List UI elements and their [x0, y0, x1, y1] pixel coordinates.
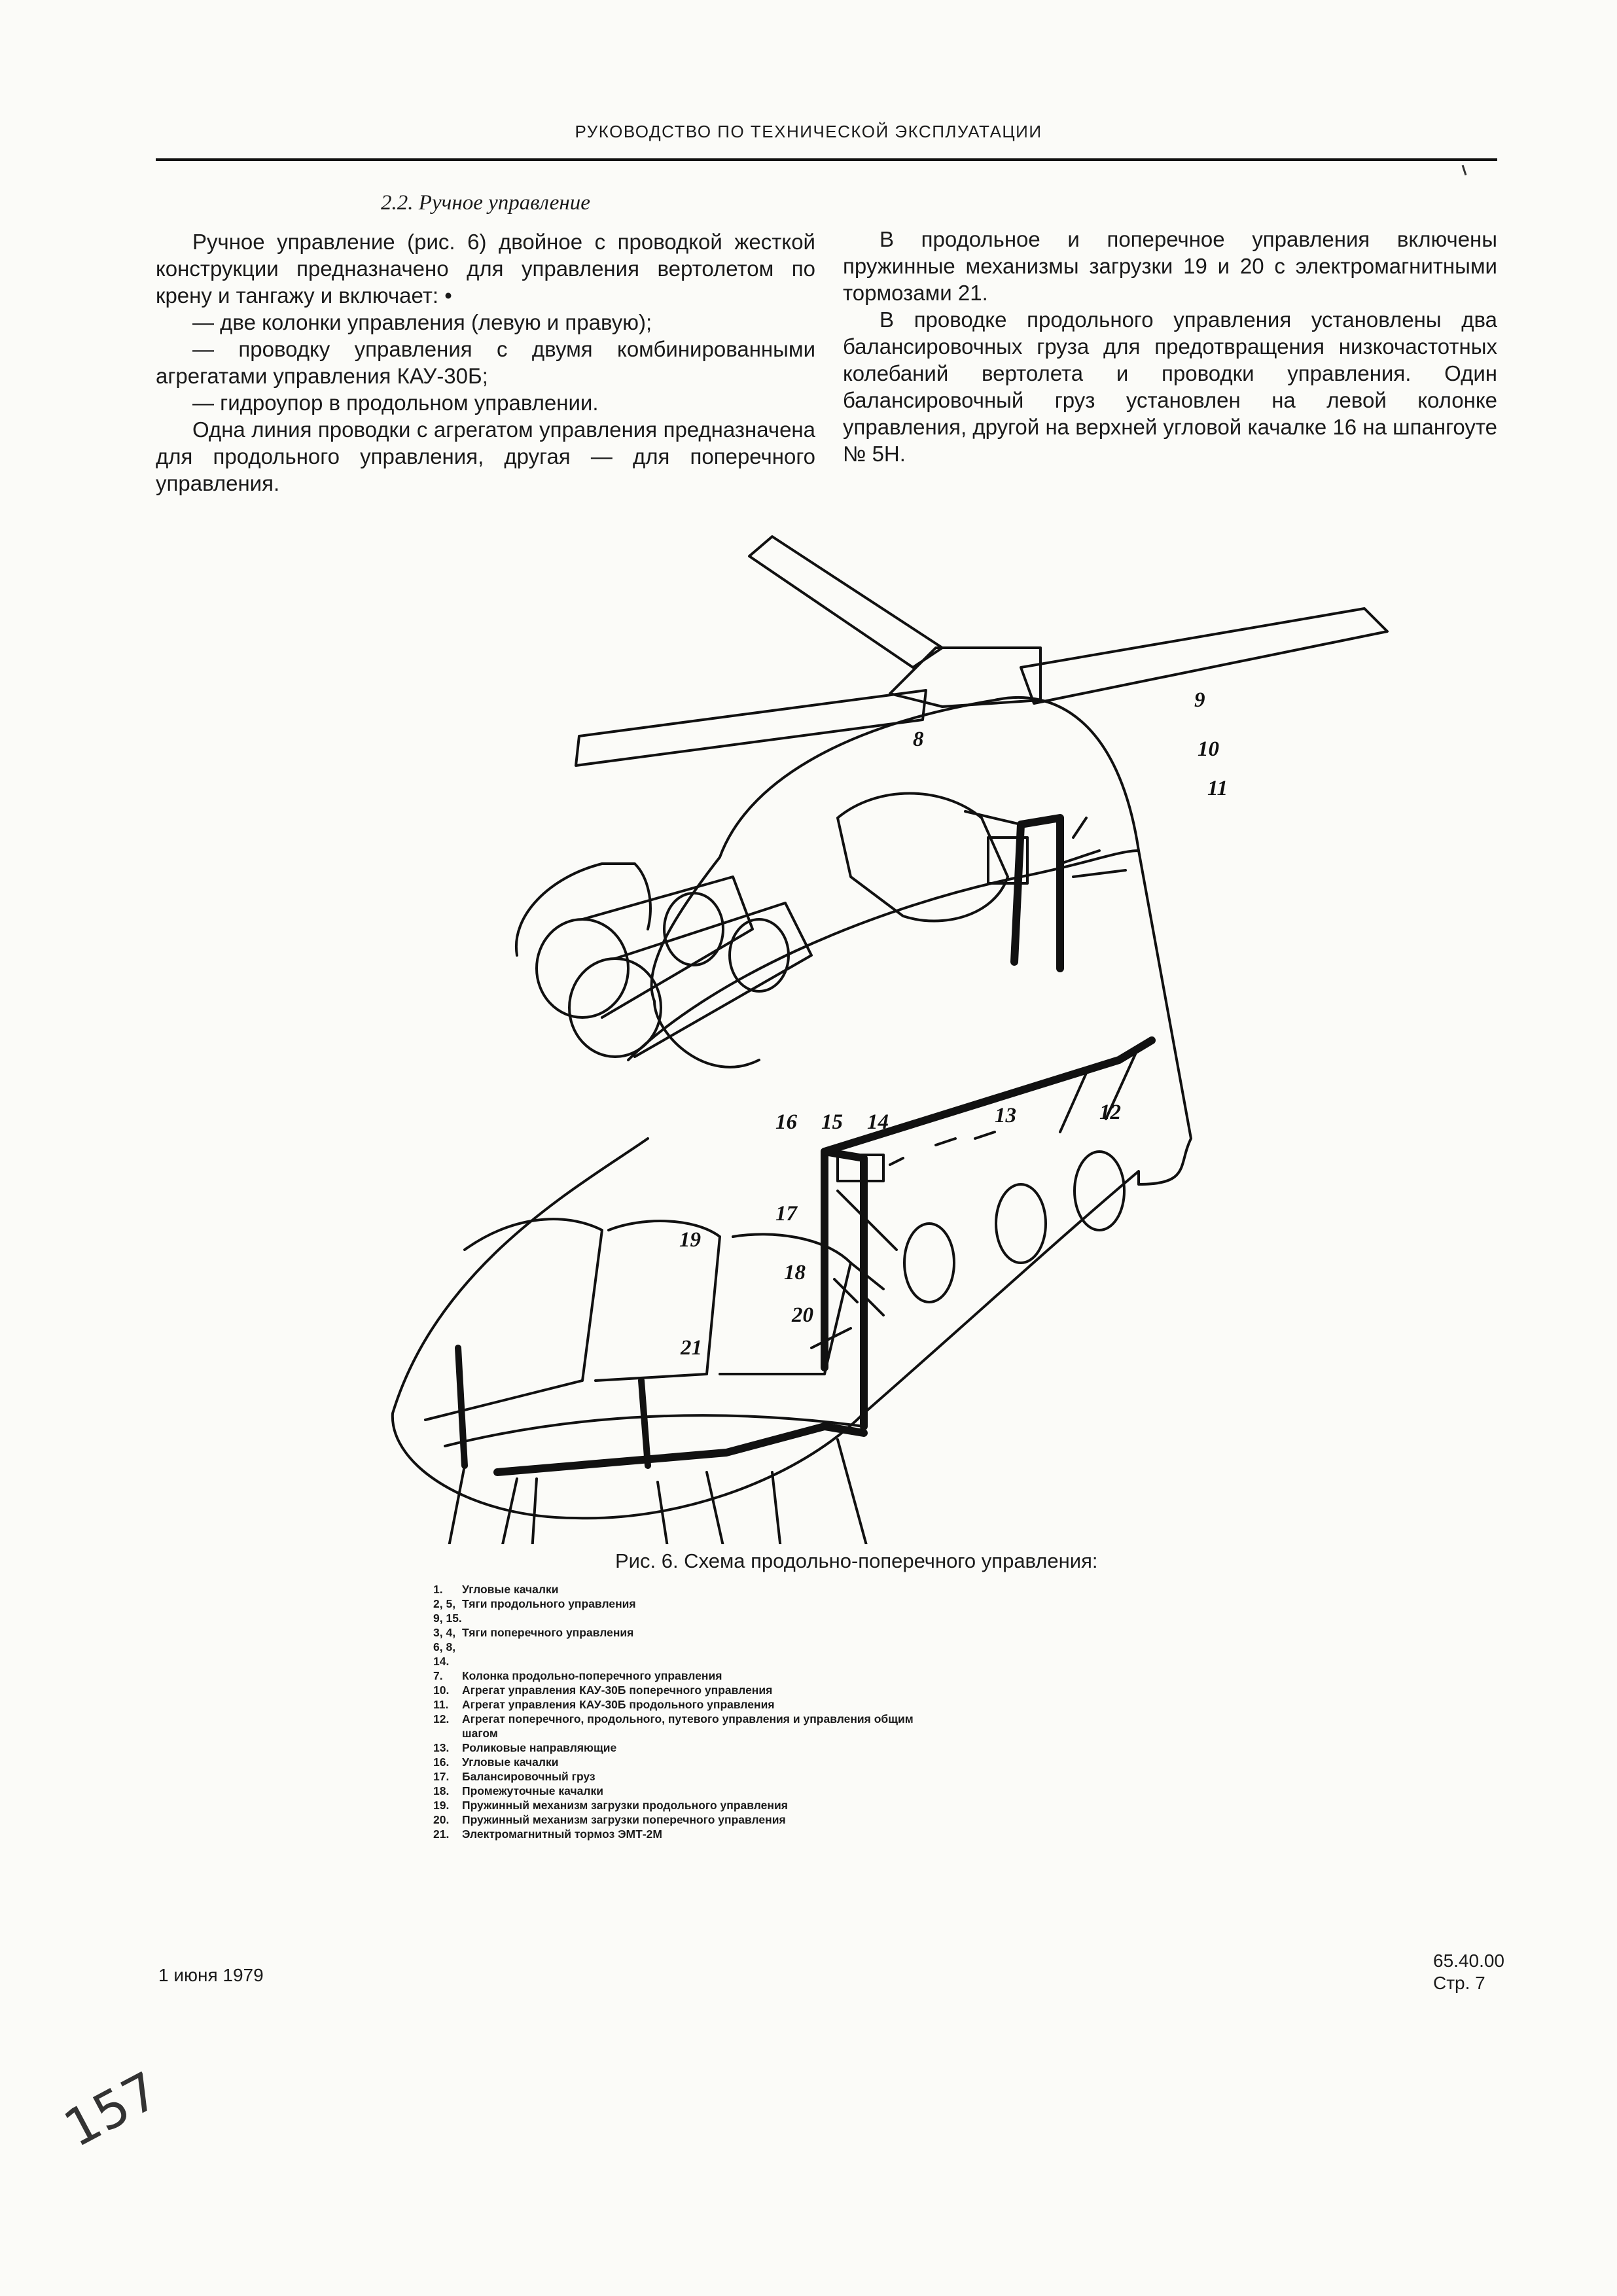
handwritten-page-number: 157	[55, 2061, 169, 2159]
label-17: 17	[775, 1202, 797, 1226]
left-paragraph-3: — проводку управления с двумя комбинированными агрегатами управления КАУ-30Б;	[156, 337, 815, 388]
label-13: 13	[995, 1104, 1016, 1127]
scan-mark	[1462, 165, 1467, 175]
window-1	[904, 1224, 954, 1302]
legend-item: 13. Роликовые направляющие	[433, 1741, 617, 1754]
legend-item: 16. Угловые качалки	[433, 1756, 559, 1769]
cockpit-frame-3	[720, 1234, 851, 1374]
left-paragraph-5: Одна линия проводки с агрегатом управления предназначена для продольного управления, другая — для поперечного управления.	[156, 417, 815, 495]
legend-item: 17. Балансировочный груз	[433, 1770, 595, 1783]
label-19: 19	[679, 1228, 701, 1252]
legend-item: 12. Агрегат поперечного, продольного, путевого управления и управления общим шагом	[433, 1712, 914, 1740]
control-rod-mast	[1014, 818, 1060, 968]
legend-item: 10. Агрегат управления КАУ-30Б поперечного управления	[433, 1684, 773, 1697]
right-paragraph-2: В проводке продольного управления установлены два балансировочных груза для предотвращения низкочастотных колебаний вертолета и проводки управления. Один балансировочный груз установлен на левой колонке управления, другой на верхней угловой качалке 16 на шпангоуте № 5Н.	[843, 308, 1497, 466]
header-rule	[156, 158, 1497, 161]
right-paragraph-1: В продольное и поперечное управления включены пружинные механизмы загрузки 19 и 20 с электромагнитными тормозами 21.	[843, 227, 1497, 305]
rotor-blade-top	[749, 537, 942, 667]
running-header: РУКОВОДСТВО ПО ТЕХНИЧЕСКОЙ ЭКСПЛУАТАЦИИ	[575, 122, 1042, 141]
legend-item: 2, 5, 9, 15. Тяги продольного управления	[433, 1597, 636, 1625]
footer-date: 1 июня 1979	[158, 1965, 264, 1985]
label-15: 15	[821, 1110, 843, 1134]
right-column	[843, 226, 1497, 467]
left-column	[156, 190, 815, 497]
legend-item: 18. Промежуточные качалки	[433, 1784, 603, 1797]
control-rod-horizontal	[497, 1426, 864, 1472]
footer-page-info	[1433, 1950, 1504, 1994]
figure-caption: Рис. 6. Схема продольно-поперечного управления:	[615, 1549, 1098, 1572]
label-16: 16	[775, 1110, 797, 1134]
engine-left	[537, 877, 753, 1017]
figure-legend	[433, 1582, 917, 1841]
left-paragraph-4: — гидроупор в продольном управлении.	[192, 391, 599, 415]
right-stick	[641, 1381, 648, 1466]
section-title: 2.2. Ручное управление	[381, 191, 590, 215]
left-paragraph-1: Ручное управление (рис. 6) двойное с проводкой жесткой конструкции предназначено для управления вертолетом по крену и тангажу и включает: •	[156, 230, 815, 308]
legend-item: 7. Колонка продольно-поперечного управления	[433, 1669, 722, 1682]
engine-intake	[516, 864, 650, 955]
window-2	[996, 1184, 1046, 1263]
left-paragraph-2: — две колонки управления (левую и правую);	[192, 310, 652, 334]
legend-item: 11. Агрегат управления КАУ-30Б продольного управления	[433, 1698, 775, 1711]
label-20: 20	[792, 1303, 813, 1327]
legend-item: 20. Пружинный механизм загрузки поперечного управления	[433, 1813, 786, 1826]
helicopter-control-diagram	[366, 510, 1479, 1544]
rotor-blade-left	[576, 690, 926, 766]
label-14: 14	[867, 1110, 889, 1134]
label-12: 12	[1099, 1101, 1121, 1124]
legend-item: 1. Угловые качалки	[433, 1583, 559, 1596]
cockpit-frame-1	[425, 1219, 602, 1420]
label-11: 11	[1207, 777, 1228, 800]
left-stick	[458, 1348, 465, 1466]
label-21: 21	[681, 1336, 702, 1360]
label-9: 9	[1194, 688, 1205, 712]
doc-code: 65.40.00	[1433, 1951, 1504, 1971]
legend-item: 21. Электромагнитный тормоз ЭМТ-2М	[433, 1828, 662, 1841]
label-10: 10	[1198, 737, 1219, 761]
legend-item: 19. Пружинный механизм загрузки продольного управления	[433, 1799, 788, 1812]
label-8: 8	[913, 728, 924, 751]
page-number: Стр. 7	[1433, 1973, 1485, 1993]
legend-item: 3, 4, 6, 8, 14. Тяги поперечного управления	[433, 1626, 634, 1668]
diagram-svg	[366, 510, 1479, 1544]
label-18: 18	[784, 1261, 806, 1284]
